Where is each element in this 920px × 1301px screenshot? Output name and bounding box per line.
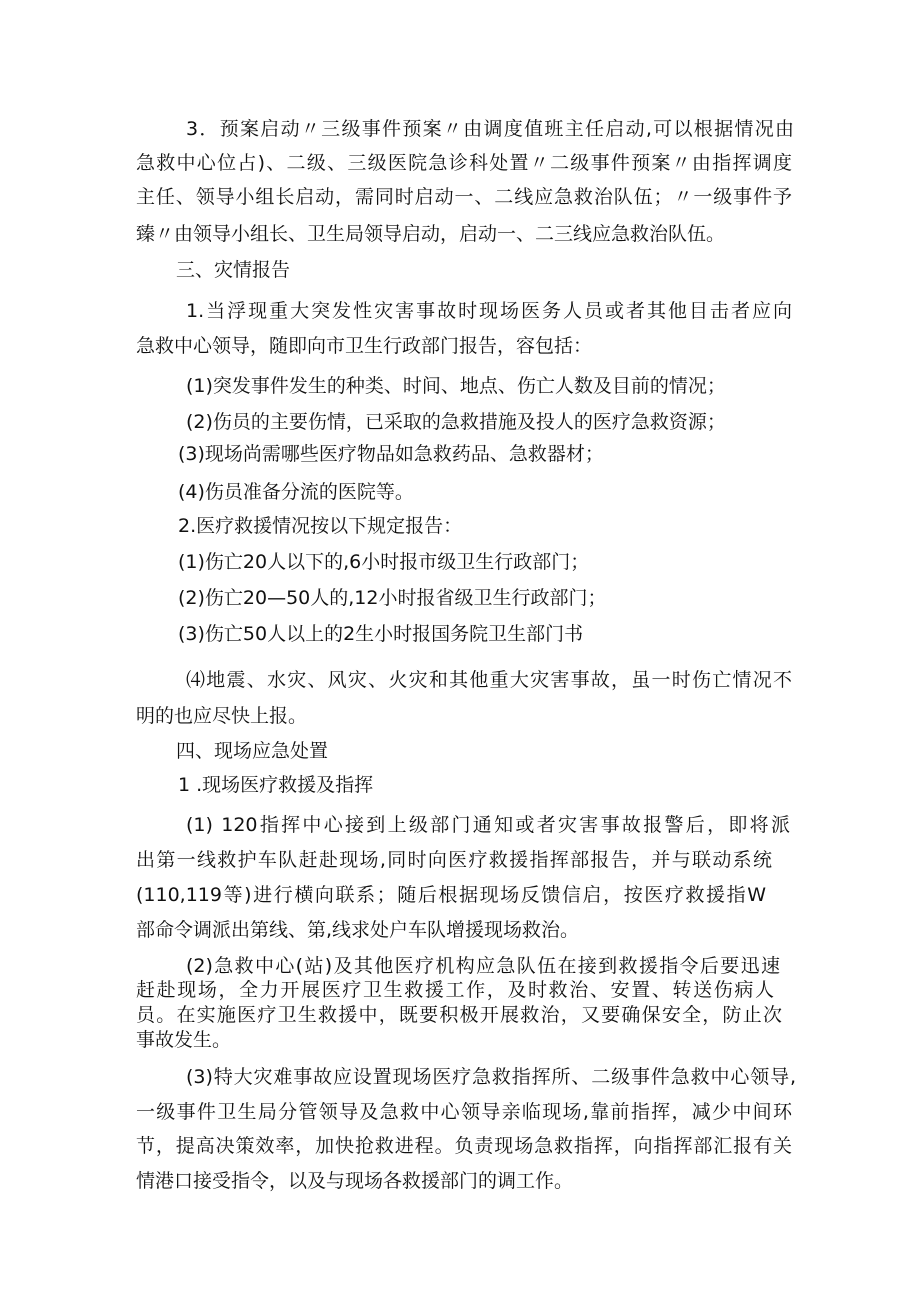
paragraph-line: (110,119等)进行横向联系；随后根据现场反馈信启，按医疗救援指W bbox=[136, 884, 766, 906]
list-item: (1)突发事件发生的种类、时间、地点、伤亡人数及目前的情况； bbox=[186, 375, 726, 397]
paragraph-line: 部命令调派出第线、第,线求处户车队增援现场救治。 bbox=[136, 919, 580, 941]
paragraph-line: 一级事件卫生局分管领导及急救中心领导亲临现场,靠前指挥，减少中间环 bbox=[136, 1101, 792, 1123]
paragraph-line: 出第一线救护车队赶赴现场,同时向医疗救援指挥部报告，并与联动系统 bbox=[136, 849, 772, 871]
paragraph-line: 情港口接受指令，以及与现场各救援部门的调工作。 bbox=[136, 1170, 574, 1192]
section-heading: 四、现场应急处置 bbox=[176, 740, 329, 762]
paragraph-line: 事故发生。 bbox=[136, 1029, 232, 1051]
paragraph-line: 赶赴现场，全力开展医疗卫生救援工作，及时救治、安置、转送伤病人 bbox=[136, 979, 774, 1001]
paragraph-line: 3．预案启动〃三级事件预案〃由调度值班主任启动,可以根据情况由 bbox=[186, 118, 794, 140]
paragraph-line: (2)急救中心(站)及其他医疗机构应急队伍在接到救援指令后要迅速 bbox=[186, 955, 780, 977]
paragraph-line: 节，提高决策效率，加快抢救进程。负责现场急救指挥，向指挥部汇报有关 bbox=[136, 1135, 792, 1157]
list-item: (3)现场尚需哪些医疗物品如急救药品、急救器材； bbox=[178, 443, 604, 465]
paragraph-line: 急救中心位占)、二级、三级医院急诊科处置〃二级事件预案〃由指挥调度 bbox=[136, 152, 792, 174]
paragraph-line: 明的也应尽快上报。 bbox=[136, 705, 308, 727]
paragraph-line: 急救中心领导，随即向市卫生行政部门报告，容包括： bbox=[136, 335, 593, 357]
paragraph-line: 主任、领导小组长启动，需同时启动一、二线应急救治队伍；〃一级事件予 bbox=[136, 186, 792, 208]
paragraph-line: ⑷地震、水灾、风灾、火灾和其他重大灾害事故，虽一时伤亡情况不 bbox=[186, 669, 792, 691]
list-item: (3)伤亡50人以上的2生小时报国务院卫生部门书 bbox=[178, 623, 584, 645]
paragraph-line: 1.当浮现重大突发性灾害事故时现场医务人员或者其他目击者应向 bbox=[186, 300, 792, 322]
list-heading: 2.医疗救援情况按以下规定报告： bbox=[178, 515, 463, 537]
paragraph-line: (3)特大灾难事故应设置现场医疗急救指挥所、二级事件急救中心领导, bbox=[186, 1066, 796, 1088]
paragraph-line: (1) 120指挥中心接到上级部门通知或者灾害事故报警后，即将派 bbox=[186, 814, 790, 836]
list-item: (2)伤亡20—50人的,12小时报省级卫生行政部门； bbox=[178, 587, 607, 609]
section-heading: 三、灾情报告 bbox=[176, 259, 291, 281]
subsection-heading: 1 .现场医疗救援及指挥 bbox=[178, 774, 374, 796]
paragraph-line: 员。在实施医疗卫生救援中，既要积极开展救治，又要确保安全，防止次 bbox=[136, 1004, 782, 1026]
paragraph-line: 臻〃由领导小组长、卫生局领导启动，启动一、二三线应急救治队伍。 bbox=[136, 223, 726, 245]
list-item: (1)伤亡20人以下的,6小时报市级卫生行政部门； bbox=[178, 551, 590, 573]
list-item: (2)伤员的主要伤情，已采取的急救措施及投人的医疗急救资源； bbox=[186, 411, 726, 433]
list-item: (4)伤员准备分流的医院等。 bbox=[178, 481, 414, 503]
